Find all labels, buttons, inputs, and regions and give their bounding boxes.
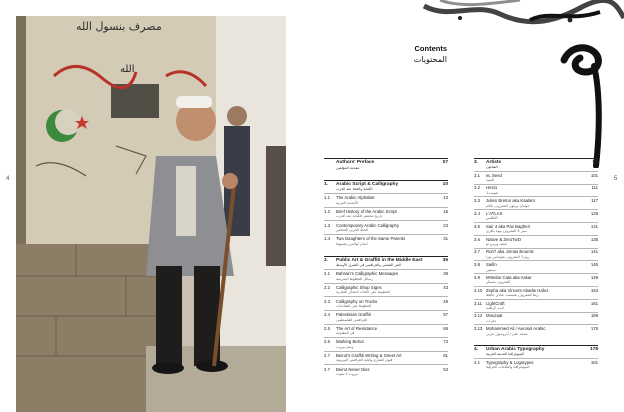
entry-page-number: 153 [590, 287, 598, 293]
entry-arabic-title: وسم بيروت [336, 344, 354, 349]
contents-page [300, 0, 624, 412]
contents-entry[interactable] [324, 364, 448, 378]
entry-number: 1.3 [324, 222, 330, 228]
entry-title: Julien Breton aka Kaalam [486, 198, 535, 204]
contents-column-right [474, 158, 598, 371]
contents-entry[interactable] [474, 209, 598, 222]
entry-number: 4. [474, 347, 479, 353]
entry-page-number: 135 [590, 236, 598, 242]
entry-number: 3.10 [474, 287, 483, 293]
entry-page-number: 23 [443, 222, 448, 228]
entry-row [324, 236, 448, 241]
entry-title: Hest1 [486, 185, 498, 191]
entry-title: Native & ZeroTwO [486, 236, 522, 242]
entry-page-number: 169 [590, 313, 598, 319]
entry-title: Public Art & Graffiti in the Middle East [336, 257, 423, 263]
entry-number: 3.13 [474, 326, 483, 332]
entry-page-number: 36 [442, 257, 448, 263]
entry-page-number: 125 [590, 211, 598, 217]
top-calligraphy-decoration [420, 0, 624, 26]
contents-entry[interactable] [324, 234, 448, 248]
entry-row [324, 195, 448, 200]
photo-page [0, 0, 300, 412]
entry-arabic-title: هيست1 [486, 190, 499, 195]
entry-number: 3.9 [474, 275, 480, 281]
left-folio: 4 [6, 176, 10, 182]
contents-entry[interactable] [474, 299, 598, 312]
entry-row [474, 313, 598, 318]
contents-heading [405, 44, 447, 64]
entry-arabic-title: الأبجدية العربية [336, 200, 359, 205]
entry-title: Beirut's Graffiti Writing & Street Art [336, 352, 402, 358]
entry-arabic-title: الخطوط على لافتات المحال التجارية [336, 290, 391, 295]
entry-row [324, 271, 448, 276]
entry-number: 2.5 [324, 325, 330, 331]
contents-entry[interactable] [324, 296, 448, 310]
entry-number: 3.11 [474, 300, 483, 306]
entry-page-number: 39 [443, 271, 448, 277]
contents-entry[interactable] [474, 196, 598, 209]
entry-number: 3.12 [474, 313, 483, 319]
section-gap [474, 337, 598, 345]
entry-row [324, 312, 448, 317]
entry-title: Typography & Logotypes [486, 359, 534, 365]
contents-entry[interactable] [474, 171, 598, 184]
entry-number: 1.4 [324, 236, 330, 242]
contents-entry[interactable] [474, 248, 598, 261]
entry-number: 3.6 [474, 236, 480, 242]
entry-row [474, 275, 598, 280]
entry-title: Contemporary Arabic Calligraphy [336, 222, 400, 228]
entry-page-number: 81 [443, 352, 448, 358]
entry-title: Mouzaat [486, 313, 503, 319]
entry-page-number: 111 [591, 185, 598, 191]
entry-row [324, 285, 448, 290]
entry-arabic-title: فنون الشارع وكتابة الغرافيتي البيروتية [336, 358, 393, 363]
entry-number: 2.2 [324, 284, 330, 290]
entry-arabic-title: المعروف بعسكر [486, 280, 511, 285]
entry-row [474, 249, 598, 254]
entry-number: 3.3 [474, 198, 480, 204]
entry-arabic-title: الفن الشعبي والغرافيتي في الشرق الأوسط [336, 263, 401, 268]
entry-title: Ron7 aka Jomas Bourrat [486, 249, 534, 255]
entry-page-number: 161 [590, 300, 598, 306]
entry-title: Brief History of the Arabic Script [336, 208, 397, 214]
entry-number: 2.1 [324, 271, 330, 277]
entry-title: Saifin [486, 262, 497, 268]
entry-number: 3.8 [474, 262, 480, 268]
entry-number: 4.1 [474, 359, 480, 365]
entry-page-number: 101 [590, 172, 598, 178]
entry-title: Palestinian Graffiti [336, 312, 371, 318]
entry-row [474, 211, 598, 216]
entry-title: Arabic Script & Calligraphy [336, 181, 399, 187]
cover-photo [16, 16, 286, 412]
entry-arabic-title: سيفين [486, 267, 496, 272]
entry-page-number: 43 [443, 284, 448, 290]
entry-arabic-title: الأطلس [486, 216, 498, 221]
entry-row [474, 237, 598, 242]
entry-title: The Arabic Alphabet [336, 195, 375, 201]
contents-entry[interactable] [324, 310, 448, 324]
entry-row [324, 182, 448, 187]
entry-page-number: 98 [592, 159, 598, 165]
entry-arabic-title: الخط العربي المعاصر [336, 227, 368, 232]
entry-page-number: 178 [589, 347, 598, 353]
contents-entry[interactable] [474, 235, 598, 248]
entry-row [474, 288, 598, 293]
entry-row [324, 160, 448, 165]
entry-page-number: 149 [590, 275, 598, 281]
entry-title: Calligraphic Shop Signs [336, 284, 382, 290]
entry-number: 3.4 [474, 211, 480, 217]
contents-entry[interactable] [324, 269, 448, 283]
entry-page-number: 65 [443, 325, 448, 331]
entry-arabic-title: الخطوط على الشاحنات [336, 303, 372, 308]
entry-number: 3.5 [474, 223, 480, 229]
entry-title: The Art of Resistance [336, 325, 378, 331]
entry-row [324, 367, 448, 372]
entry-title: L'ATLAS [486, 211, 503, 217]
entry-page-number: 49 [443, 298, 448, 304]
entry-arabic-title: رون7 المعروف بجوماس بورا [486, 254, 530, 259]
entry-arabic-title: سير 4 المعروف بپويا باقري [486, 229, 527, 234]
entry-title: Beirut Never Dies [336, 366, 370, 372]
section-gap [324, 248, 448, 256]
entry-number: 2.4 [324, 312, 330, 318]
contents-entry[interactable] [474, 324, 598, 337]
entry-title: Urban Arabic Typography [486, 347, 545, 353]
contents-entry[interactable] [324, 193, 448, 207]
wall-word-text: الله [120, 64, 135, 75]
entry-row [474, 301, 598, 306]
entry-number: 2.6 [324, 339, 330, 345]
contents-entry[interactable] [324, 324, 448, 338]
entry-arabic-title: معزات [486, 318, 497, 323]
entry-arabic-title: رسائل الخطوط البحرينية [336, 276, 373, 281]
entry-title: Two Daughters of the Same Parents [336, 236, 406, 242]
entry-arabic-title: فن المقاومة [336, 331, 355, 336]
entry-row [474, 173, 598, 178]
contents-entry[interactable] [324, 337, 448, 351]
entry-page-number: 131 [590, 223, 598, 229]
entry-title: Bahrain's Calligraphic Messages [336, 271, 399, 277]
entry-arabic-title: زيفا المعروف بفنسنت عبادي حافظ [486, 293, 539, 298]
entry-title: eL Seed [486, 172, 502, 178]
entry-page-number: 175 [590, 326, 598, 332]
old-man-photo [16, 16, 286, 412]
entry-number: 1. [324, 181, 329, 187]
contents-section-heading[interactable] [324, 158, 448, 172]
entry-arabic-title: لايت كرافت [486, 306, 504, 311]
entry-row [474, 347, 598, 352]
contents-section-heading[interactable] [324, 180, 448, 194]
entry-title: Mnteilar Cata aka Askar [486, 275, 532, 281]
entry-number: 3.7 [474, 249, 480, 255]
contents-entry[interactable] [324, 283, 448, 297]
entry-row [324, 299, 448, 304]
section-gap [324, 172, 448, 180]
entry-page-number: 13 [443, 195, 448, 201]
entry-number: 2.7 [324, 352, 330, 358]
entry-arabic-title: السيد [486, 178, 495, 183]
entry-row [324, 258, 448, 263]
contents-entry[interactable] [474, 312, 598, 325]
entry-number: 1.2 [324, 208, 330, 214]
entry-row [474, 360, 598, 365]
contents-entry[interactable] [474, 273, 598, 286]
contents-entry[interactable] [474, 358, 598, 371]
entry-row [324, 209, 448, 214]
right-folio: 5 [614, 176, 618, 182]
entry-row [324, 339, 448, 344]
entry-arabic-title: الفنانون [486, 165, 498, 170]
entry-row [324, 223, 448, 228]
page-title: Contents [414, 44, 447, 53]
entry-page-number: 53 [443, 366, 448, 372]
contents-section-heading[interactable] [324, 256, 448, 270]
entry-arabic-title: تاريخ مختصر للكتابة عند العرب [336, 214, 382, 219]
entry-row [474, 160, 598, 165]
entry-title: Artists [486, 159, 502, 165]
wall-sign-text: مصرف بنسول الله [76, 20, 162, 33]
entry-arabic-title: مقدمة المؤلفين [336, 165, 360, 170]
entry-row [474, 326, 598, 331]
entry-arabic-title: الغرافيتي الفلسطيني [336, 317, 368, 322]
entry-arabic-title: الكتابة والخط عند العرب [336, 187, 373, 192]
entry-title: Sair 4 aka Pax Bagheri [486, 223, 530, 229]
entry-page-number: 31 [443, 236, 448, 242]
entry-page-number: 10 [442, 181, 448, 187]
contents-entry[interactable] [324, 351, 448, 365]
entry-row [324, 353, 448, 358]
entry-page-number: 181 [590, 359, 598, 365]
entry-page-number: 73 [443, 339, 448, 345]
entry-arabic-title: جوليان بريتون المعروف بكلام [486, 203, 530, 208]
entry-page-number: 15 [443, 208, 448, 214]
contents-entry[interactable] [474, 184, 598, 197]
entry-row [474, 224, 598, 229]
contents-entry[interactable] [474, 260, 598, 273]
entry-number: 3. [474, 159, 479, 165]
contents-section-heading[interactable] [474, 158, 598, 171]
entry-page-number: 07 [442, 160, 448, 166]
entry-arabic-title: بيروت لا تموت [336, 371, 358, 376]
entry-title: Marking Beirut [336, 339, 364, 345]
contents-entry[interactable] [324, 207, 448, 221]
entry-arabic-title: نايتف وزيرو تو [486, 242, 508, 247]
entry-arabic-title: ابنتان لوالدين نفسهما [336, 241, 368, 246]
contents-entry[interactable] [324, 220, 448, 234]
contents-entry[interactable] [474, 286, 598, 299]
entry-number: 3.1 [474, 172, 480, 178]
contents-entry[interactable] [474, 222, 598, 235]
entry-row [474, 262, 598, 267]
entry-title: Mohammed Ali / Aerosol Arabic [486, 326, 546, 332]
contents-section-heading[interactable] [474, 345, 598, 358]
entry-title: LightCraft [486, 300, 505, 306]
entry-title: Calligraphy on Trucks [336, 298, 378, 304]
entry-row [324, 326, 448, 331]
entry-page-number: 141 [590, 249, 598, 255]
entry-number: 2. [324, 257, 329, 263]
entry-row [474, 185, 598, 190]
entry-row [474, 198, 598, 203]
meem-calligraphy-icon [556, 40, 606, 168]
entry-number: 2.3 [324, 298, 330, 304]
contents-column-left [324, 158, 448, 378]
page-title-arabic: المحتويات [413, 55, 447, 64]
entry-number: 1.1 [324, 195, 330, 201]
entry-page-number: 57 [443, 312, 448, 318]
entry-arabic-title: التيبوغرافيا المدنية العربية [486, 352, 525, 357]
entry-title: Zepha aka Vincent Abadie Hafez [486, 287, 549, 293]
entry-arabic-title: محمد علي / أيروسول عربي [486, 331, 528, 336]
entry-title: Authors' Preface [336, 160, 375, 166]
entry-arabic-title: التيبوغرافيا والعلامات الحرفية [486, 365, 530, 370]
entry-number: 3.2 [474, 185, 480, 191]
entry-page-number: 145 [590, 262, 598, 268]
entry-page-number: 117 [591, 198, 598, 204]
entry-number: 2.7 [324, 366, 330, 372]
